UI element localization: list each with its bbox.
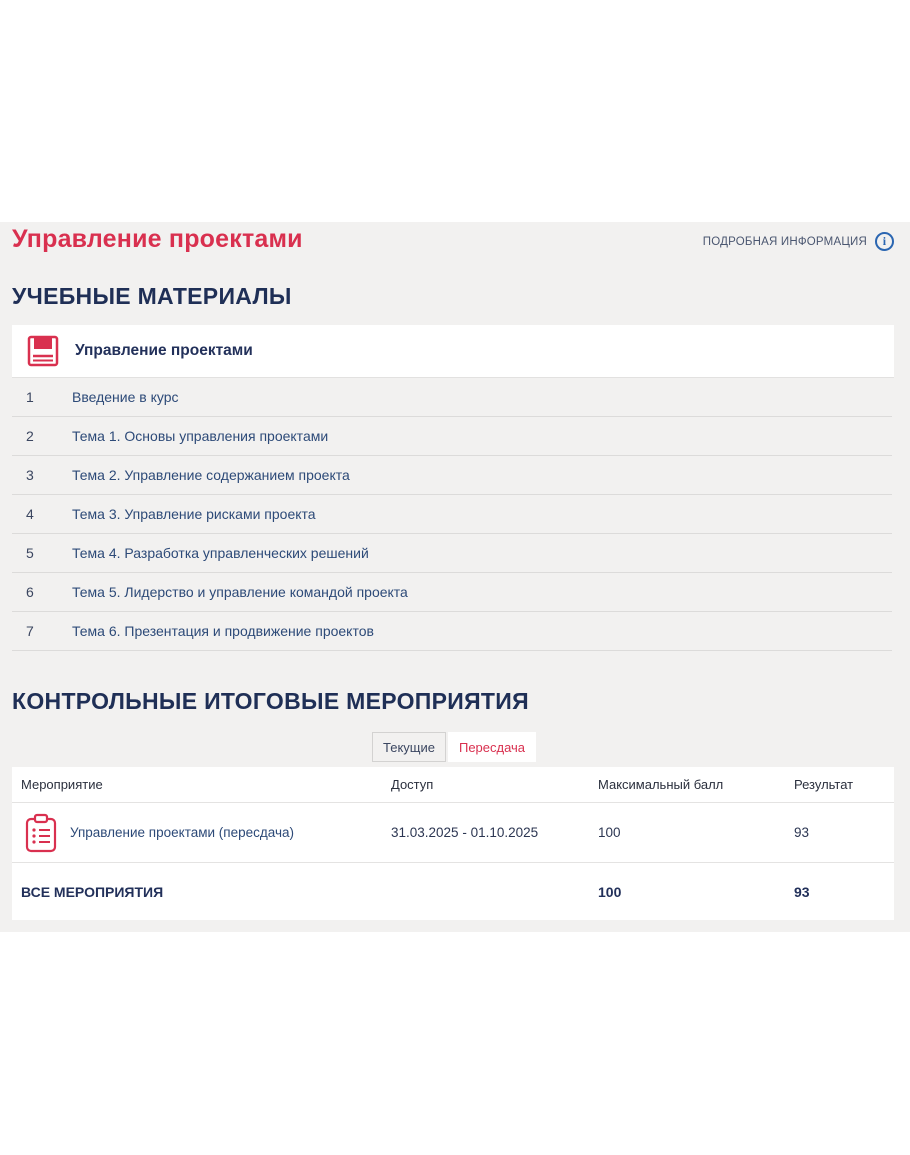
list-item[interactable]: [12, 573, 892, 612]
event-result: 93: [794, 825, 810, 840]
materials-card-title: Управление проектами: [75, 342, 253, 359]
item-number: 7: [26, 623, 34, 639]
table-header-row: [12, 767, 894, 803]
event-access: 31.03.2025 - 01.10.2025: [391, 825, 539, 840]
events-tabs: [372, 732, 536, 762]
item-link[interactable]: Тема 2. Управление содержанием проекта: [72, 467, 350, 483]
column-header-event: Мероприятие: [21, 777, 103, 792]
info-icon: i: [875, 232, 894, 251]
list-item[interactable]: [12, 534, 892, 573]
total-label: ВСЕ МЕРОПРИЯТИЯ: [21, 883, 164, 900]
tab-retake[interactable]: Пересдача: [448, 732, 536, 762]
column-header-max-score: Максимальный балл: [598, 777, 724, 792]
item-link[interactable]: Тема 4. Разработка управленческих решений: [72, 545, 369, 561]
materials-card-header[interactable]: [12, 325, 894, 378]
item-number: 4: [26, 506, 34, 522]
total-result: 93: [794, 883, 810, 900]
list-item[interactable]: [12, 612, 892, 651]
materials-list: [12, 378, 892, 651]
item-link[interactable]: Введение в курс: [72, 389, 179, 405]
event-cell: [12, 813, 391, 853]
item-number: 6: [26, 584, 34, 600]
course-title: Управление проектами: [12, 225, 303, 253]
column-header-access: Доступ: [391, 777, 434, 792]
list-item[interactable]: [12, 456, 892, 495]
event-max-score: 100: [598, 825, 621, 840]
table-total-row: [12, 863, 894, 920]
tab-current[interactable]: Текущие: [372, 732, 446, 762]
total-max-score: 100: [598, 883, 622, 900]
item-number: 3: [26, 467, 34, 483]
course-panel: [0, 222, 910, 932]
list-item[interactable]: [12, 495, 892, 534]
list-item[interactable]: [12, 378, 892, 417]
event-name-link[interactable]: Управление проектами (пересдача): [70, 825, 295, 840]
table-row[interactable]: [12, 803, 894, 863]
details-link-label: ПОДРОБНАЯ ИНФОРМАЦИЯ: [702, 235, 867, 248]
details-link[interactable]: [703, 232, 894, 251]
item-number: 2: [26, 428, 34, 444]
item-link[interactable]: Тема 5. Лидерство и управление командой проекта: [72, 584, 408, 600]
events-table: [12, 767, 894, 920]
events-heading: КОНТРОЛЬНЫЕ ИТОГОВЫЕ МЕРОПРИЯТИЯ: [12, 688, 529, 714]
item-link[interactable]: Тема 3. Управление рисками проекта: [72, 506, 316, 522]
clipboard-icon: [24, 813, 58, 853]
column-header-result: Результат: [794, 777, 854, 792]
materials-heading: УЧЕБНЫЕ МАТЕРИАЛЫ: [12, 283, 292, 309]
item-link[interactable]: Тема 1. Основы управления проектами: [72, 428, 329, 444]
item-number: 1: [26, 389, 34, 405]
item-link[interactable]: Тема 6. Презентация и продвижение проектов: [72, 623, 374, 639]
book-icon: [26, 334, 60, 368]
item-number: 5: [26, 545, 34, 561]
list-item[interactable]: [12, 417, 892, 456]
